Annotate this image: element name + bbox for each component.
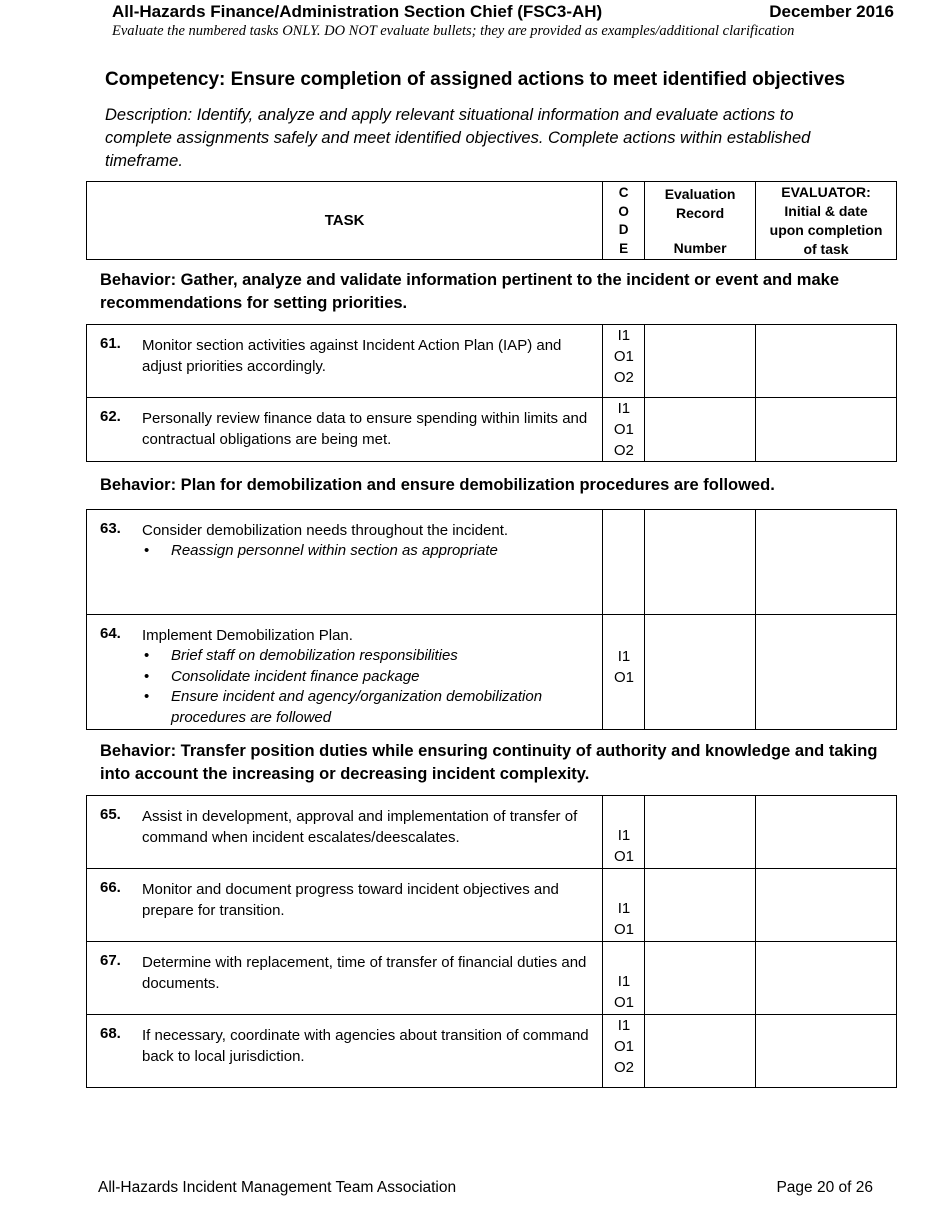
code-value: O1 [613, 669, 634, 686]
document-date: December 2016 [769, 2, 894, 21]
header-line: EVALUATOR: [781, 184, 871, 200]
code-value: O2 [613, 442, 634, 459]
bullet-list [142, 646, 592, 728]
task-description: Monitor section activities against Incident Action Plan (IAP) and adjust priorities accordingly. [142, 337, 562, 375]
evaluator-initials-cell[interactable] [756, 942, 897, 1015]
list-item: • Brief staff on demobilization responsibilities [171, 646, 592, 667]
code-cell [603, 615, 645, 730]
task-number: 61. [100, 335, 121, 352]
code-cell [603, 398, 645, 462]
code-cell [603, 1015, 645, 1088]
task-cell [87, 796, 603, 869]
header-line: upon completion [769, 222, 883, 238]
code-value: I1 [617, 900, 631, 917]
task-text: Implement Demobilization Plan. [142, 627, 353, 644]
task-text: Consider demobilization needs throughout the incident. [142, 522, 509, 539]
code-value: I1 [617, 1017, 631, 1034]
code-value: O2 [613, 1059, 634, 1076]
evaluation-record-column-header [645, 182, 756, 260]
task-description: Determine with replacement, time of transfer of financial duties and documents. [142, 954, 587, 992]
bullet-list [142, 541, 592, 562]
evaluation-record-cell[interactable] [645, 615, 756, 730]
task-cell [87, 869, 603, 942]
task-description: Assist in development, approval and implementation of transfer of command when incident escalates/deescalates. [142, 808, 578, 846]
task-number: 68. [100, 1025, 121, 1042]
code-cell [603, 796, 645, 869]
code-value: O2 [613, 369, 634, 386]
evaluation-record-cell[interactable] [645, 325, 756, 398]
task-number: 62. [100, 408, 121, 425]
header-line: Record [675, 205, 725, 221]
table-row [87, 510, 897, 615]
task-description [142, 510, 602, 562]
code-value: I1 [617, 400, 631, 417]
header-line: Initial & date [784, 203, 868, 219]
code-value: I1 [617, 327, 631, 344]
task-cell [87, 1015, 603, 1088]
behavior-heading: Behavior: Plan for demobilization and ensure demobilization procedures are followed. [100, 476, 775, 494]
code-cell [603, 325, 645, 398]
code-letter: C [618, 185, 629, 200]
evaluator-initials-cell[interactable] [756, 1015, 897, 1088]
page-number: Page 20 of 26 [776, 1179, 873, 1196]
task-table-section-2 [86, 509, 897, 730]
task-cell [87, 398, 603, 462]
task-number: 65. [100, 806, 121, 823]
evaluator-column-header [756, 182, 897, 260]
task-description [142, 615, 602, 728]
evaluator-initials-cell[interactable] [756, 510, 897, 615]
evaluation-record-cell[interactable] [645, 510, 756, 615]
evaluator-initials-cell[interactable] [756, 615, 897, 730]
code-value: O1 [613, 921, 634, 938]
list-item: • Reassign personnel within section as appropriate [171, 541, 592, 562]
table-row [87, 615, 897, 730]
header-line: Evaluation [664, 186, 736, 202]
evaluation-record-cell[interactable] [645, 869, 756, 942]
task-description: If necessary, coordinate with agencies about transition of command back to local jurisdiction. [142, 1027, 589, 1065]
task-cell [87, 325, 603, 398]
code-value: I1 [617, 827, 631, 844]
code-value: O1 [613, 421, 634, 438]
evaluator-initials-cell[interactable] [756, 325, 897, 398]
table-row [87, 869, 897, 942]
document-title: All-Hazards Finance/Administration Section Chief (FSC3-AH) [112, 2, 603, 21]
task-number: 66. [100, 879, 121, 896]
table-row [87, 796, 897, 869]
code-value: I1 [617, 973, 631, 990]
task-cell [87, 942, 603, 1015]
code-letter: D [618, 222, 629, 237]
competency-description: Description: Identify, analyze and apply relevant situational information and evaluate actions to complete assignments safely and meet identified objectives. Complete actions within established timeframe. [105, 106, 811, 170]
code-letter: O [618, 203, 629, 219]
task-cell [87, 615, 603, 730]
code-value: O1 [613, 994, 634, 1011]
table-row [87, 398, 897, 462]
task-description: Monitor and document progress toward incident objectives and prepare for transition. [142, 881, 559, 919]
evaluation-record-cell[interactable] [645, 942, 756, 1015]
competency-title: Competency: Ensure completion of assigned actions to meet identified objectives [105, 69, 846, 90]
code-cell [603, 942, 645, 1015]
code-value: O1 [613, 1038, 634, 1055]
evaluation-record-cell[interactable] [645, 796, 756, 869]
code-value: O1 [613, 348, 634, 365]
task-number: 64. [100, 625, 121, 642]
table-row [87, 1015, 897, 1088]
evaluation-record-cell[interactable] [645, 398, 756, 462]
task-number: 67. [100, 952, 121, 969]
task-table-header [86, 181, 897, 260]
evaluator-initials-cell[interactable] [756, 796, 897, 869]
code-column-header [603, 182, 645, 260]
code-letter: E [619, 240, 629, 256]
task-column-header: TASK [87, 182, 603, 260]
task-table-section-3 [86, 795, 897, 1088]
evaluation-instructions: Evaluate the numbered tasks ONLY. DO NOT evaluate bullets; they are provided as examples/additional clarification [112, 23, 795, 39]
task-table-section-1 [86, 324, 897, 462]
header-line: Number [673, 240, 727, 256]
behavior-heading: Behavior: Gather, analyze and validate information pertinent to the incident or event and make recommendations for setting priorities. [100, 271, 839, 312]
task-cell [87, 510, 603, 615]
behavior-heading: Behavior: Transfer position duties while ensuring continuity of authority and knowledge and taking into account the increasing or decreasing incident complexity. [100, 742, 878, 783]
list-item: • Ensure incident and agency/organization demobilization procedures are followed [171, 687, 592, 728]
list-item: • Consolidate incident finance package [171, 667, 592, 688]
task-number: 63. [100, 520, 121, 537]
header-line: of task [803, 241, 849, 257]
code-cell [603, 869, 645, 942]
table-row [87, 942, 897, 1015]
code-value: I1 [617, 648, 631, 665]
evaluator-initials-cell[interactable] [756, 398, 897, 462]
table-row [87, 325, 897, 398]
evaluator-initials-cell[interactable] [756, 869, 897, 942]
evaluation-record-cell[interactable] [645, 1015, 756, 1088]
task-description: Personally review finance data to ensure spending within limits and contractual obligations are being met. [142, 410, 588, 448]
code-value: O1 [613, 848, 634, 865]
code-cell [603, 510, 645, 615]
footer-organization: All-Hazards Incident Management Team Association [98, 1179, 457, 1196]
